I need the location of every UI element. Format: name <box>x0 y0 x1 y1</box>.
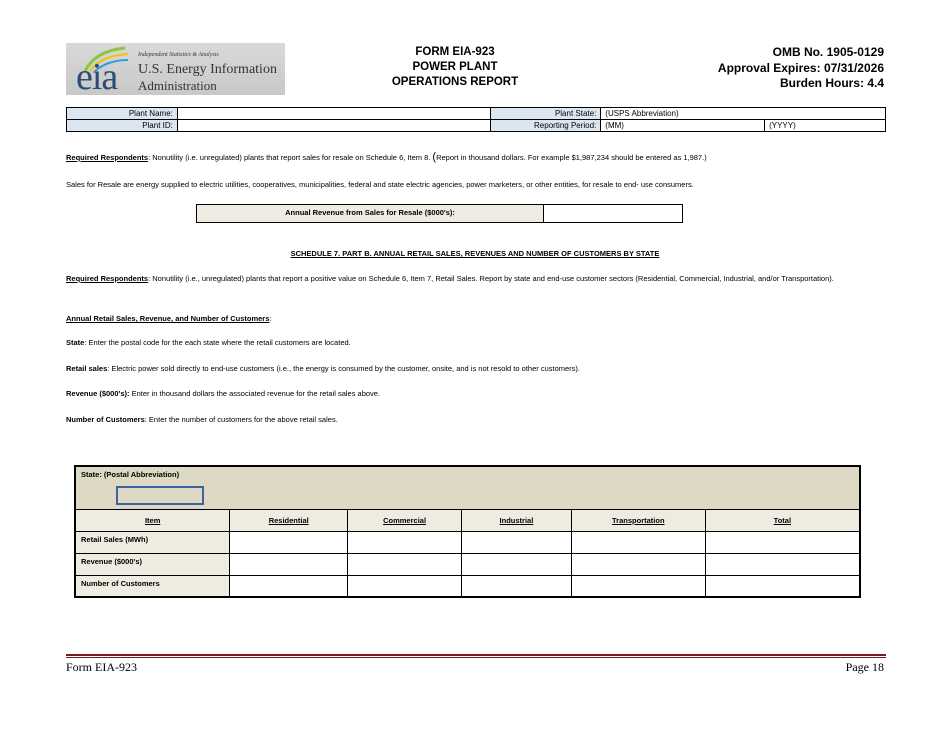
plant-id-label: Plant ID: <box>67 120 178 132</box>
state-input[interactable] <box>116 486 204 505</box>
input-cell[interactable] <box>571 531 705 553</box>
input-cell[interactable] <box>348 531 462 553</box>
def-revenue <box>66 386 886 401</box>
plant-name-label: Plant Name: <box>67 108 178 120</box>
omb-number: OMB No. 1905-0129 <box>772 45 884 59</box>
input-cell[interactable] <box>705 553 860 575</box>
input-cell[interactable] <box>705 531 860 553</box>
row-label: Number of Customers <box>75 575 230 597</box>
logo-tagline: Independent Statistics & Analysis <box>138 52 219 58</box>
annual-revenue-field[interactable] <box>544 205 682 222</box>
plant-id-field[interactable] <box>177 120 491 132</box>
col-header: Industrial <box>462 509 572 531</box>
col-header: Total <box>705 509 860 531</box>
term: Number of Customers <box>66 415 145 424</box>
form-title <box>360 45 550 90</box>
table-row <box>75 553 860 575</box>
burden-hours: Burden Hours: 4.4 <box>779 76 884 90</box>
col-header: Residential <box>230 509 348 531</box>
input-cell[interactable] <box>462 531 572 553</box>
text: : Nonutility (i.e. unregulated) plants that report sales for resale on Schedule 6, Item 8. <box>148 153 433 162</box>
retail-required-respondents <box>66 272 886 286</box>
input-cell[interactable] <box>230 553 348 575</box>
footer-page: Page 18 <box>845 660 884 674</box>
table-row <box>75 575 860 597</box>
input-cell[interactable] <box>462 553 572 575</box>
state-row <box>75 466 860 509</box>
footer-form: Form EIA-923 <box>66 660 137 674</box>
footer-divider <box>66 654 886 658</box>
year-field[interactable]: (YYYY) <box>765 120 886 132</box>
input-cell[interactable] <box>348 575 462 597</box>
reporting-period-label: Reporting Period: <box>491 120 601 132</box>
term: Revenue ($000's): <box>66 389 130 398</box>
input-cell[interactable] <box>705 575 860 597</box>
title-line: FORM EIA-923 <box>415 46 495 58</box>
annual-revenue-label: Annual Revenue from Sales for Resale ($000's): <box>197 205 544 222</box>
logo-name-1: U.S. Energy Information <box>138 62 277 77</box>
term: Retail sales <box>66 364 108 373</box>
section-heading: Annual Retail Sales, Revenue, and Number of Customers: <box>66 314 272 323</box>
resale-definition: Sales for Resale are energy supplied to electric utilities, cooperatives, municipalities, federal and state electric agencies, power marketers, or other entities, for resale to end- use consumers. <box>66 180 694 189</box>
input-cell[interactable] <box>462 575 572 597</box>
annual-revenue-row <box>196 204 683 223</box>
logo-mark: eia <box>76 56 118 98</box>
col-header: Transportation <box>571 509 705 531</box>
text: : Enter the postal code for the each state where the retail customers are located. <box>84 338 351 347</box>
input-cell[interactable] <box>571 553 705 575</box>
label: Required Respondents <box>66 274 149 283</box>
paren: ( <box>432 151 437 163</box>
table-row <box>75 531 860 553</box>
input-cell[interactable] <box>571 575 705 597</box>
row-label: Revenue ($000's) <box>75 553 230 575</box>
input-cell[interactable] <box>230 531 348 553</box>
resale-required-respondents <box>66 150 886 165</box>
text: : Nonutility (i.e., unregulated) plants that report a positive value on Schedule 6, Item 7, Retail Sales. Report by state and end-use customer sectors (Residential, Commercial, Industrial, and/or Transportation). <box>148 274 834 283</box>
approval-expires: Approval Expires: 07/31/2026 <box>717 60 884 75</box>
def-retail-sales <box>66 361 886 376</box>
col-header: Commercial <box>348 509 462 531</box>
plant-state-label: Plant State: <box>491 108 601 120</box>
retail-sales-table <box>74 465 861 598</box>
eia-logo <box>66 43 285 98</box>
note: Report in thousand dollars. For example $1,987,234 should be entered as 1,987.) <box>436 153 707 162</box>
def-state <box>66 335 886 350</box>
title-line: OPERATIONS REPORT <box>391 76 519 88</box>
input-cell[interactable] <box>348 553 462 575</box>
plant-state-field[interactable]: (USPS Abbreviation) <box>601 108 886 120</box>
title-line: POWER PLANT <box>412 61 498 73</box>
state-label: State: (Postal Abbreviation) <box>81 470 180 479</box>
schedule-title: SCHEDULE 7. PART B. ANNUAL RETAIL SALES, REVENUES AND NUMBER OF CUSTOMERS BY STATE <box>290 249 660 258</box>
label: Required Respondents <box>66 153 149 162</box>
month-field[interactable]: (MM) <box>601 120 765 132</box>
omb-info <box>718 45 884 92</box>
term: State <box>66 338 85 347</box>
input-cell[interactable] <box>230 575 348 597</box>
text: Enter in thousand dollars the associated revenue for the retail sales above. <box>129 389 381 398</box>
label: Annual Retail Sales, Revenue, and Number of Customers <box>66 314 270 323</box>
col-header: Item <box>75 509 230 531</box>
logo-name-2: Administration <box>138 78 217 93</box>
row-label: Retail Sales (MWh) <box>75 531 230 553</box>
plant-header-table <box>66 107 886 132</box>
def-customers <box>66 412 886 427</box>
plant-name-field[interactable] <box>177 108 491 120</box>
text: : Enter the number of customers for the above retail sales. <box>144 415 338 424</box>
text: : Electric power sold directly to end-use customers (i.e., the energy is consumed by the customer, onsite, and is not resold to other customers). <box>107 364 580 373</box>
